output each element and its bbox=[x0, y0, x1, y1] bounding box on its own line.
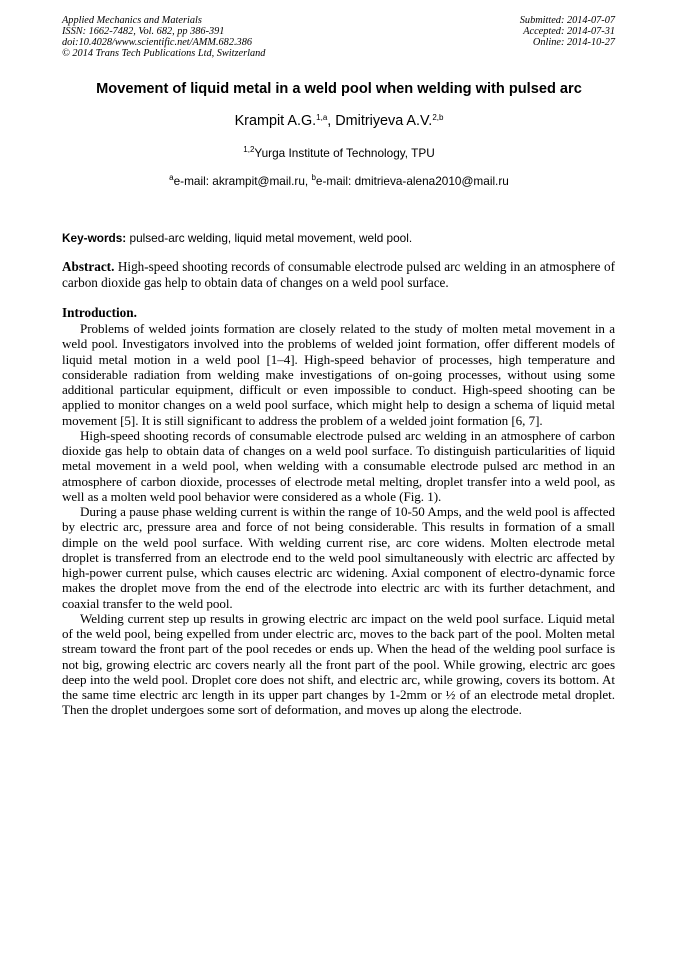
body-paragraph: Welding current step up results in growing electric arc impact on the weld pool surface. Liquid metal of the weld pool, being expelled from under electric arc, moves to the back part of the pool. Molten metal stream toward the front part of the pool recedes or ends up. When the head of the welding pool surface is not big, growing electric arc covers nearly all the front part of the pool. While growing, electric arc goes deep into the weld pool. Droplet core does not shift, and electric arc, while growing, covers its bottom. At the same time electric arc length in its upper part changes by 1-2mm or ½ of an electrode metal droplet. Then the droplet undergoes some sort of deformation, and moves up along the electrode. bbox=[62, 610, 615, 718]
keywords bbox=[62, 231, 622, 245]
journal-issn: ISSN: 1662-7482, Vol. 682, pp 386-391 bbox=[62, 26, 225, 38]
journal-doi: doi:10.4028/www.scientific.net/AMM.682.386 bbox=[62, 37, 252, 49]
body-paragraph: High-speed shooting records of consumable electrode pulsed arc welding in an atmosphere of carbon dioxide gas help to obtain data of changes on a weld pool surface. To distinguish particularities of liquid metal movement in a weld pool, when welding with a consumable electrode pulsed arc method in an atmosphere of carbon dioxide, processes of electrode metal melting, droplet transfer into a weld pool, as well as a molten weld pool behavior were considered as a whole (Fig. 1). bbox=[62, 427, 615, 504]
email-text: e-mail: akrampit@mail.ru, bbox=[173, 174, 312, 188]
keywords-label: Key-words: bbox=[62, 231, 127, 245]
author-separator: , bbox=[327, 113, 336, 129]
email-text: e-mail: dmitrieva-alena2010@mail.ru bbox=[315, 174, 509, 188]
author-name: Dmitriyeva A.V. bbox=[335, 113, 433, 129]
email-mark: a bbox=[169, 173, 174, 182]
paper-title: Movement of liquid metal in a weld pool when welding with pulsed arc bbox=[96, 81, 582, 97]
abstract-text: High-speed shooting records of consumable electrode pulsed arc welding in an atmosphere of carbon dioxide gas help to obtain data of changes on a weld pool surface. bbox=[62, 259, 615, 291]
keywords-text: pulsed-arc welding, liquid metal movement, weld pool. bbox=[126, 231, 413, 245]
body-paragraph: During a pause phase welding current is within the range of 10-50 Amps, and the weld pool is affected by electric arc, pressure area and force of not being considerable. This results in formation of a small dimple on the weld pool surface. With welding current rise, arc core widens. Molten electrode metal droplet is transferred from an electrode end to the weld pool simultaneously with electric arc affected by high-power current pulse, which causes electric arc widening. Axial component of electro-dynamic force makes the droplet move from the end of the electrode into electric arc with its further detachment, and coaxial transfer to the weld pool. bbox=[62, 504, 615, 611]
email-mark: b bbox=[311, 173, 316, 182]
affiliation-mark: 1,2 bbox=[243, 145, 255, 154]
section-heading: Introduction. bbox=[62, 305, 137, 320]
affiliation-text: Yurga Institute of Technology, TPU bbox=[254, 146, 435, 160]
author-list bbox=[0, 113, 678, 129]
affiliation bbox=[0, 146, 678, 160]
submission-dates bbox=[520, 15, 615, 48]
accepted-date: Accepted: 2014-07-31 bbox=[523, 26, 615, 38]
online-date: Online: 2014-10-27 bbox=[532, 37, 615, 49]
author-affiliation-mark: 2,b bbox=[432, 113, 444, 122]
submitted-date: Submitted: 2014-07-07 bbox=[519, 15, 615, 26]
journal-name: Applied Mechanics and Materials bbox=[62, 15, 202, 26]
abstract bbox=[62, 259, 615, 292]
author-affiliation-mark: 1,a bbox=[316, 113, 328, 122]
author-name: Krampit A.G. bbox=[234, 113, 317, 129]
introduction-body bbox=[62, 321, 615, 718]
journal-copyright: © 2014 Trans Tech Publications Ltd, Switzerland bbox=[62, 48, 266, 60]
body-paragraph: Problems of welded joints formation are closely related to the study of molten metal movement in a weld pool. Investigators involved into the problems of welded joint formation, offer different models of liquid metal motion in a weld pool [1–4]. High-speed behavior of processes, high temperature and considerable radiation from welding make investigations of on-going processes, without using some additional particular equipment, difficult or even impossible to conduct. High-speed shooting can be applied to monitor changes on a weld pool surface, which might help to design a schema of liquid metal movement [5]. It is still significant to address the problem of a welded joint formation [6, 7]. bbox=[62, 321, 615, 428]
author-emails bbox=[0, 174, 678, 188]
abstract-label: Abstract. bbox=[62, 259, 115, 274]
journal-info bbox=[62, 15, 265, 59]
